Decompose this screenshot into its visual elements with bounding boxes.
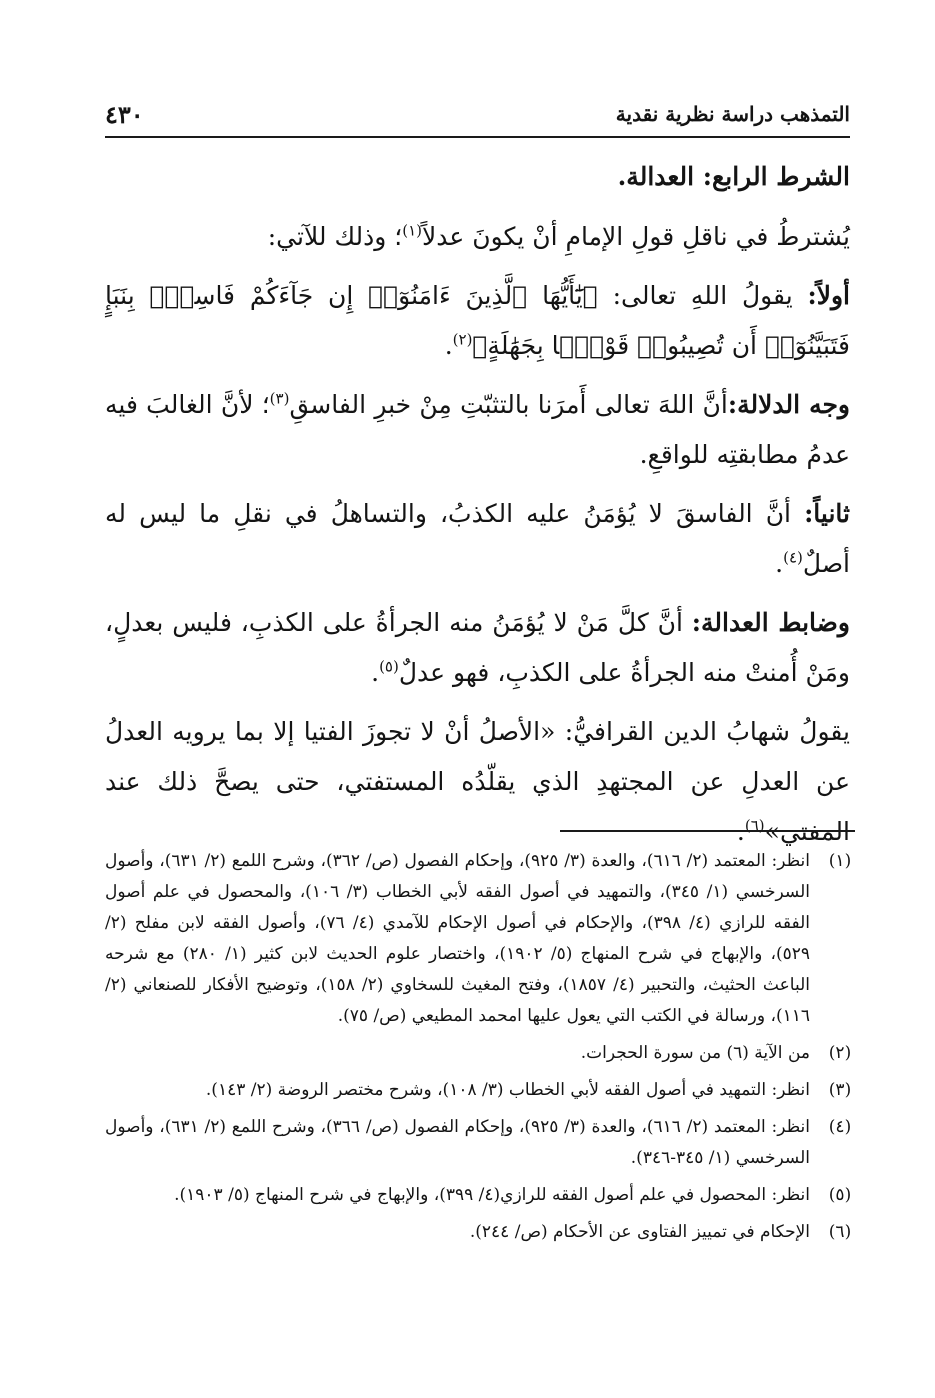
paragraph-text: يقولُ شهابُ الدين القرافيُّ: «الأصلُ أنْ لا تجوزَ الفتيا إلا بما يرويه العدلُ عن العدلِ عن المجتهدِ الذي يقلّدُه المستفتي، حتى يصحَّ ذلك عند المفتي»: [105, 717, 850, 846]
footnote-text: انظر: المعتمد (٢/ ٦١٦)، والعدة (٣/ ٩٢٥)، وإحكام الفصول (ص/ ٣٦٢)، وشرح اللمع (٢/ ٦٣١)، وأصول السرخسي (١/ ٣٤٥)، والتمهيد في أصول الفقه لأبي الخطاب (٣/ ١٠٦)، والمحصول في علم أصول الفقه للرازي (٤/ ٣٩٨)، والإحكام في أصول الإحكام للآمدي (٤/ ٧٦)، وأصول الفقه لابن مفلح (٢/ ٥٢٩)، والإبهاج في شرح المنهاج (٥/ ١٩٠٢)، واختصار علوم الحديث لابن كثير (١/ ٢٨٠) مع شرحه الباعث الحثيث، والتحبير (٤/ ١٨٥٧)، وفتح المغيث للسخاوي (٢/ ١٥٨)، وتوضيح الأفكار للصنعاني (٢/ ١١٦)، ورسالة في الكتب التي يعول عليها امحمد المطيعي (ص/ ٧٥).: [105, 851, 811, 1026]
footnote-number: (٥): [828, 1185, 852, 1205]
footnote-ref-6[interactable]: (٦): [744, 816, 765, 835]
paragraph-lead: وضابط العدالة:: [691, 608, 850, 637]
footnote-ref-1[interactable]: (١): [402, 221, 423, 240]
footnotes: [105, 846, 860, 1254]
section-heading: الشرط الرابع: العدالة.: [617, 162, 850, 191]
paragraph-second-proof: [105, 489, 850, 589]
paragraph-text: يُشترطُ في ناقلِ قولِ الإمامِ أنْ يكونَ عدلاً: [422, 222, 850, 251]
footnote-text: الإحكام في تمييز الفتاوى عن الأحكام (ص/ ٢٤٤).: [469, 1222, 810, 1242]
paragraph-tail: .: [736, 817, 745, 846]
paragraph-evidence: [105, 380, 850, 480]
footnote-ref-2[interactable]: (٢): [452, 330, 473, 349]
paragraph-tail: .: [444, 331, 453, 360]
quran-verse: يقولُ اللهِ تعالى: ﴿يَٰٓأَيُّهَا ٱلَّذِينَ ءَامَنُوٓا۟ إِن جَآءَكُمْ فَاسِقٌۢ بِنَبَإٍ فَتَبَيَّنُوٓا۟ أَن تُصِيبُوا۟ قَوْمًۢا بِجَهَٰلَةٍ﴾: [105, 281, 850, 360]
footnote-ref-4[interactable]: (٤): [783, 548, 803, 567]
footnote-item: [105, 1180, 860, 1211]
footnote-number: (٤): [828, 1117, 852, 1137]
paragraph-text: أنَّ الفاسقَ لا يُؤمَنُ عليه الكذبُ، والتساهلُ في نقلِ ما ليس له أصلٌ: [105, 499, 850, 578]
main-text: [105, 152, 850, 866]
paragraph-tail: ؛ لأنَّ الغالبَ فيه عدمُ مطابقتِه للواقعِ.: [105, 390, 850, 469]
footnote-text: انظر: المحصول في علم أصول الفقه للرازي(٤/ ٣٩٩)، والإبهاج في شرح المنهاج (٥/ ١٩٠٣).: [174, 1185, 810, 1205]
running-header: [105, 100, 850, 138]
running-title: التمذهب دراسة نظرية نقدية: [615, 102, 850, 126]
footnote-number: (٣): [828, 1080, 852, 1100]
footnote-item: [105, 1038, 860, 1069]
paragraph-tail: .: [775, 549, 784, 578]
paragraph-lead: أولاً:: [807, 281, 850, 310]
footnote-text: انظر: المعتمد (٢/ ٦١٦)، والعدة (٣/ ٩٢٥)، وإحكام الفصول (ص/ ٣٦٦)، وشرح اللمع (٢/ ٦٣١)، وأصول السرخسي (١/ ٣٤٥-٣٤٦).: [105, 1117, 810, 1168]
paragraph-text: أنَّ اللهَ تعالى أَمرَنا بالتثبّتِ مِنْ خبرِ الفاسقِ: [289, 390, 728, 419]
paragraph-criterion: [105, 598, 850, 698]
paragraph-tail: ؛ وذلك للآتي:: [267, 222, 403, 251]
footnote-item: [105, 1075, 860, 1106]
paragraph-first-proof: [105, 271, 850, 371]
paragraph-condition: [105, 212, 850, 262]
footnote-ref-3[interactable]: (٣): [269, 389, 290, 408]
paragraph-tail: .: [371, 658, 380, 687]
footnote-text: انظر: التمهيد في أصول الفقه لأبي الخطاب (٣/ ١٠٨)، وشرح مختصر الروضة (٢/ ١٤٣).: [205, 1080, 810, 1100]
paragraph-text: أنَّ كلَّ مَنْ لا يُؤمَنُ منه الجرأةُ على الكذبِ، فليس بعدلٍ، ومَنْ أُمنتْ منه الجرأةُ على الكذبِ، فهو عدلٌ: [105, 608, 850, 687]
paragraph-quote: [105, 707, 850, 857]
footnote-number: (٢): [828, 1043, 852, 1063]
paragraph-lead: وجه الدلالة:: [727, 390, 851, 419]
footnote-item: [105, 1217, 860, 1248]
page-number: ٤٣٠: [105, 100, 144, 129]
footnote-ref-5[interactable]: (٥): [379, 657, 399, 676]
footnote-text: من الآية (٦) من سورة الحجرات.: [580, 1043, 810, 1063]
footnote-item: [105, 1112, 860, 1174]
footnote-number: (٦): [828, 1222, 852, 1242]
footnote-separator: [560, 830, 855, 832]
footnote-item: [105, 846, 860, 1032]
paragraph-lead: ثانياً:: [804, 499, 850, 528]
footnote-number: (١): [828, 851, 852, 871]
